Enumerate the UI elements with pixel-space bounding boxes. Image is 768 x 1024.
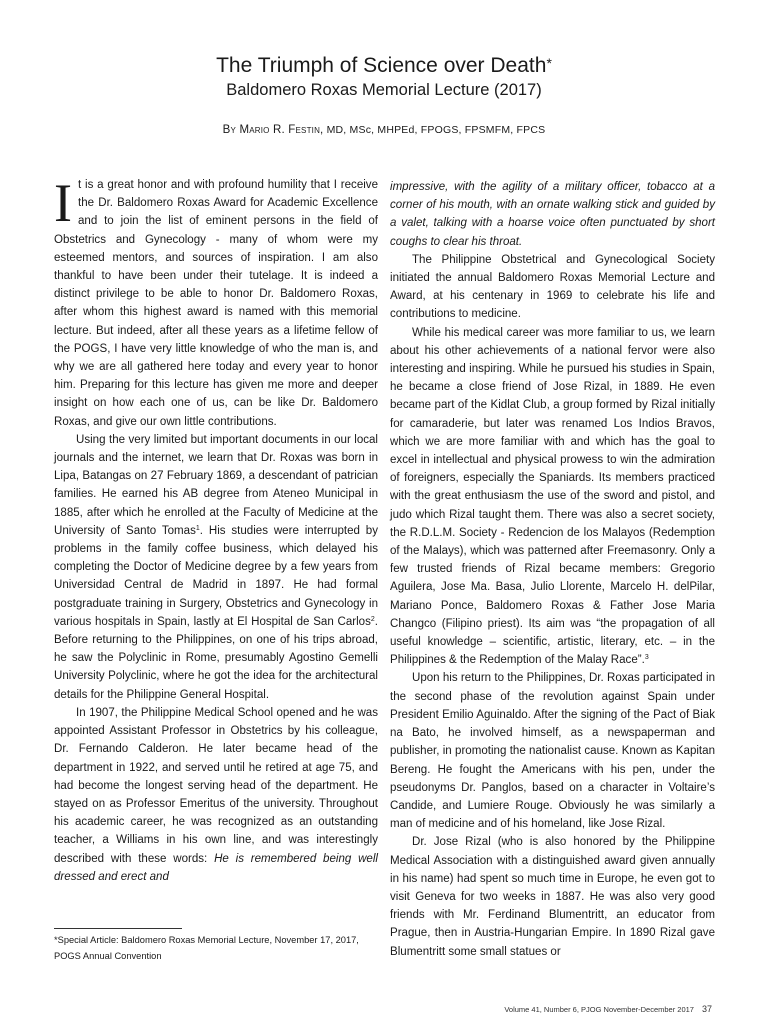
footnote: *Special Article: Baldomero Roxas Memorial Lecture, November 17, 2017, POGS Annual Convention [54,935,359,961]
paragraph-biography [54,431,378,704]
rizal-text: While his medical career was more familiar to us, we learn about his other achievements of a national fervor were also interesting and inspiring. While he pursued his studies in Spain, he became a close friend of Jose Rizal, in 1889. He even became part of the Kidlat Club, a group formed by Rizal initially for camaraderie, but later was renamed Los Indios Bravos, which we are more familiar with and which has the goal to excel in intellectual and physical prowess to win the admiration of foreigners, especially the Spaniards. Its members practiced with the great enthusiasm the use of the sword and pistol, and judo which Rizal taught them. There was also a secret society, the R.D.L.M. Society - Redencion de los Malayos (Redemption of the Malays), which was patterned after Freemasonry. Only a few trusted friends of Rizal became members: Gregorio Aguilera, Jose Ma. Basa, Julio Llorente, Marcelo H. delPilar, Mariano Ponce, Baldomero Roxas & Father Jose Maria Changco (Filipino priest). Its aim was “the propagation of all useful knowledge – scientific, artistic, literary, etc. – in the Philippines & the Redemption of the Malay Race”. [390,326,715,667]
reference-1: 1 [195,524,200,532]
paragraph-intro [54,173,378,431]
paragraph-rizal-friendship [390,324,715,670]
journal-info: Volume 41, Number 6, PJOG November-December 2017 [504,1005,694,1014]
bio-text-3: . Before returning to the Philippines, on one of his trips abroad, he saw the Polyclinic in Rome, presumably Agostino Gemelli University Polyclinic, where he got the idea for the architectural details for the Philippine General Hospital. [54,615,378,701]
reference-2: 2 [370,615,375,623]
bio-text-1: Using the very limited but important documents in our local journals and the internet, we learn that Dr. Roxas was born in Lipa, Batangas on 27 February 1869, a descendant of patrician families. He earned his AB degree from Ateneo Municipal in 1885, after which he enrolled at the Faculty of Medicine at the University of Santo Tomas [54,433,378,537]
paragraph-pogs-lecture: The Philippine Obstetrical and Gynecological Society initiated the annual Baldomero Roxas Memorial Lecture and Award, at his centenary in 1969 to celebrate his life and contributions to medicine. [390,253,715,321]
article-title [0,54,768,78]
page-number: 37 [701,1004,712,1014]
article-subtitle: Baldomero Roxas Memorial Lecture (2017) [226,81,542,99]
right-column [390,178,715,961]
author-credentials: MD, MSc, MHPEd, FPOGS, FPSMFM, FPCS [326,124,546,136]
title-footnote-mark: * [546,55,552,71]
article-title-text: The Triumph of Science over Death [216,54,547,77]
career-text: In 1907, the Philippine Medical School opened and he was appointed Assistant Professor in Obstetrics by his colleague, Dr. Fernando Calderon. He later became head of the department in 1922, and served until he retired at age 75, and had become the longest serving head of the department. He stayed on as Professor Emeritus of the university. Throughout his academic career, he was recognized as an outstanding teacher, a Williams in his own line, and was interestingly described with these words: [54,706,378,865]
drop-cap: I [54,173,72,233]
bio-text-2: . His studies were interrupted by problems in the family coffee business, which delayed his completing the Doctor of Medicine degree by a few years from Universidad Central de Madrid in 1897. He had formal postgraduate training in Surgery, Obstetrics and Gynecology in various hospitals in Spain, lastly at El Hospital de San Carlos [54,524,378,628]
paragraph-career [54,704,378,886]
reference-3: 3 [644,654,649,662]
author-byline [0,124,768,136]
quote-start: He is remembered being well dressed and erect and [54,852,378,883]
left-column [54,173,378,886]
paragraph-intro-text: t is a great honor and with profound humility that I receive the Dr. Baldomero Roxas Award for Academic Excellence and to join the list of eminent persons in the field of Obstetrics and Gynecology - many of whom were my esteemed mentors, and sources of inspiration. I am also thankful to have been under their tutelage. It is indeed a distinct privilege to be able to honor Dr. Baldomero Roxas, after whom this highest award is named with this memorial lecture. But indeed, after all these years as a lifetime fellow of the POGS, I have very little knowledge of who the man is, and why we are all gathered here today and every year to honor him. Preparing for this lecture has given me more and deeper insight on how each one of us, can be like Dr. Baldomero Roxas, and give our own little contributions. [54,179,378,428]
paragraph-revolution: Upon his return to the Philippines, Dr. Roxas participated in the second phase of the revolution against Spain under President Emilio Aguinaldo. After the signing of the Pact of Biak na Bato, he involved himself, as a newspaperman and publisher, in promoting the nationalist cause. Known as Kapitan Bereng. He fought the Americans with his pen, under the pseudonyms Dr. Panglos, based on a character in Voltaire’s Candide, and Lumiere Rouge. Obviously he was similarly a man of medicine and of his homeland, like Jose Rizal. [390,672,715,831]
author-name: By Mario R. Festin, [222,124,324,136]
footnote-divider [54,928,182,929]
page-folio [504,1004,712,1014]
paragraph-blumentritt: Dr. Jose Rizal (who is also honored by the Philippine Medical Association with a distinguished award given annually in his name) had spent so much time in Europe, he even got to visit Geneva for two weeks in 1887. He was also very good friends with Mr. Ferdinand Blumentritt, an educator from Prague, then in Austria-Hungarian Empire. In 1890 Rizal gave Blumentritt some small statues or [390,836,715,958]
quote-continuation: impressive, with the agility of a military officer, tobacco at a corner of his mouth, with an ornate walking stick and guided by a valet, talking with a hoarse voice often punctuated by short coughs to clear his throat. [390,181,715,248]
